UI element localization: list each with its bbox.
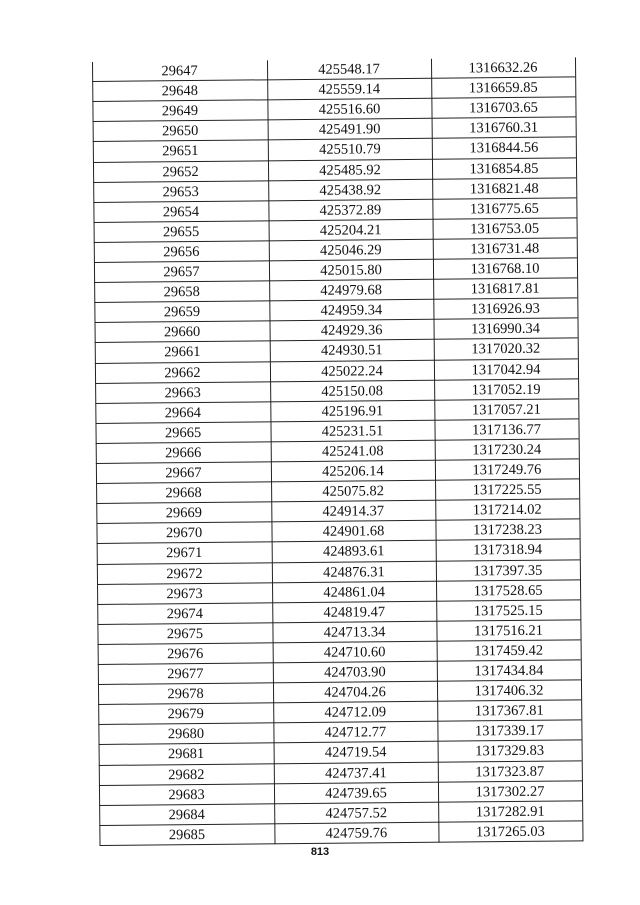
- y-coordinate-cell: 1316731.48: [470, 240, 540, 258]
- x-coordinate-cell: 425046.29: [319, 242, 382, 259]
- y-coordinate-cell: 1317042.94: [471, 361, 541, 378]
- point-id-cell: 29685: [168, 826, 206, 844]
- point-id-cell: 29673: [166, 585, 203, 602]
- y-coordinate-cell: 1316760.31: [469, 120, 539, 137]
- y-coordinate-cell: 1316844.56: [469, 140, 539, 157]
- y-coordinate-cell: 1317052.19: [471, 381, 541, 399]
- point-id-cell: 29667: [165, 465, 202, 482]
- x-coordinate-cell: 424719.54: [324, 744, 387, 762]
- x-coordinate-cell: 424757.52: [325, 804, 388, 822]
- y-coordinate-cell: 1317230.24: [472, 441, 542, 459]
- point-id-cell: 29656: [163, 243, 200, 261]
- point-id-cell: 29654: [162, 203, 200, 221]
- y-coordinate-cell: 1317434.84: [474, 662, 544, 680]
- table-row: [99, 821, 582, 846]
- point-id-cell: 29680: [167, 726, 205, 743]
- y-coordinate-cell: 1317265.03: [475, 823, 545, 841]
- y-coordinate-cell: 1317238.23: [473, 522, 543, 539]
- point-id-cell: 29671: [166, 545, 203, 562]
- point-id-cell: 29672: [166, 565, 203, 582]
- y-coordinate-cell: 1317225.55: [472, 481, 542, 499]
- y-coordinate-cell: 1317329.83: [475, 743, 545, 760]
- point-id-cell: 29650: [161, 123, 199, 140]
- y-coordinate-cell: 1317136.77: [472, 421, 542, 439]
- x-coordinate-cell: 425559.14: [318, 81, 381, 98]
- y-coordinate-cell: 1317516.21: [473, 622, 543, 640]
- x-coordinate-cell: 425150.08: [321, 382, 384, 400]
- x-coordinate-cell: 424710.60: [323, 644, 386, 661]
- x-coordinate-cell: 424712.77: [324, 724, 387, 742]
- point-id-cell: 29670: [165, 525, 203, 542]
- x-coordinate-cell: 424739.65: [325, 784, 387, 802]
- x-coordinate-cell: 424861.04: [323, 583, 385, 601]
- y-coordinate-cell: 1316753.05: [470, 220, 540, 238]
- point-id-cell: 29649: [161, 103, 199, 120]
- y-coordinate-cell: 1316926.93: [470, 300, 540, 318]
- y-coordinate-cell: 1316854.85: [469, 160, 539, 177]
- point-id-cell: 29674: [166, 605, 204, 623]
- x-coordinate-cell: 425204.21: [319, 222, 382, 239]
- x-coordinate-cell: 424901.68: [322, 523, 385, 541]
- x-coordinate-cell: 425548.17: [318, 61, 380, 78]
- x-coordinate-cell: 424713.34: [323, 624, 386, 641]
- x-coordinate-cell: 425510.79: [318, 141, 381, 159]
- x-coordinate-cell: 425485.92: [319, 161, 381, 179]
- x-coordinate-cell: 424876.31: [323, 563, 385, 581]
- point-id-cell: 29681: [167, 746, 205, 763]
- point-id-cell: 29675: [166, 625, 204, 643]
- x-coordinate-cell: 424712.09: [324, 704, 387, 722]
- point-id-cell: 29665: [164, 424, 202, 442]
- y-coordinate-cell: 1317318.94: [473, 542, 543, 559]
- x-coordinate-cell: 425516.60: [318, 101, 381, 119]
- point-id-cell: 29657: [163, 263, 200, 281]
- y-coordinate-cell: 1316775.65: [469, 200, 539, 218]
- point-id-cell: 29651: [162, 143, 199, 160]
- x-coordinate-cell: 424704.26: [324, 684, 386, 701]
- y-coordinate-cell: 1317397.35: [473, 562, 543, 579]
- point-id-cell: 29682: [168, 766, 205, 783]
- y-coordinate-cell: 1316659.85: [468, 79, 538, 97]
- point-id-cell: 29679: [167, 706, 204, 723]
- point-id-cell: 29678: [167, 686, 204, 703]
- y-coordinate-cell: 1317057.21: [471, 401, 541, 419]
- y-coordinate-cell: 1316817.81: [470, 280, 540, 298]
- y-coordinate-cell: 1317302.27: [475, 783, 545, 801]
- x-coordinate-cell: 425438.92: [319, 181, 382, 199]
- x-coordinate-cell: 425075.82: [322, 483, 385, 500]
- point-id-cell: 29666: [165, 444, 202, 462]
- point-id-cell: 29663: [164, 384, 201, 401]
- x-coordinate-cell: 425241.08: [321, 443, 384, 460]
- x-coordinate-cell: 424979.68: [320, 282, 383, 299]
- x-coordinate-cell: 424914.37: [322, 503, 385, 521]
- x-coordinate-cell: 425206.14: [322, 463, 384, 480]
- y-coordinate-cell: 1317525.15: [473, 602, 543, 620]
- x-coordinate-cell: 425491.90: [318, 121, 381, 139]
- x-coordinate-cell: 424737.41: [324, 764, 387, 782]
- y-coordinate-cell: 1316632.26: [468, 59, 538, 77]
- point-id-cell: 29677: [167, 666, 204, 683]
- x-coordinate-cell: 425015.80: [320, 262, 382, 279]
- point-id-cell: 29661: [164, 344, 201, 361]
- y-coordinate-cell: 1316990.34: [471, 321, 541, 338]
- y-coordinate-cell: 1317282.91: [475, 803, 545, 821]
- x-coordinate-cell: 424759.76: [325, 825, 388, 842]
- point-id-cell: 29659: [163, 304, 201, 321]
- y-coordinate-cell: 1316768.10: [470, 260, 540, 278]
- point-id-cell: 29684: [168, 806, 205, 824]
- y-coordinate-cell: 1317020.32: [471, 341, 541, 358]
- x-coordinate-cell: 425022.24: [321, 362, 383, 380]
- point-id-cell: 29652: [162, 163, 199, 180]
- y-coordinate-cell: 1317249.76: [472, 461, 542, 479]
- y-coordinate-cell: 1317367.81: [474, 702, 544, 720]
- point-id-cell: 29653: [162, 183, 199, 200]
- y-coordinate-cell: 1317214.02: [472, 501, 542, 519]
- point-id-cell: 29676: [166, 645, 204, 663]
- x-coordinate-cell: 425231.51: [321, 423, 384, 440]
- y-coordinate-cell: 1317323.87: [475, 763, 545, 780]
- x-coordinate-cell: 425372.89: [319, 201, 382, 219]
- x-coordinate-cell: 424819.47: [323, 603, 386, 621]
- page-number: 813: [310, 846, 330, 858]
- x-coordinate-cell: 424959.34: [320, 302, 383, 320]
- point-id-cell: 29683: [168, 786, 205, 803]
- point-id-cell: 29647: [161, 62, 198, 80]
- point-id-cell: 29648: [161, 83, 198, 100]
- point-id-cell: 29668: [165, 485, 202, 502]
- point-id-cell: 29662: [164, 364, 201, 381]
- x-coordinate-cell: 424929.36: [320, 322, 383, 340]
- point-id-cell: 29664: [164, 404, 202, 422]
- x-coordinate-cell: 425196.91: [321, 402, 384, 420]
- y-coordinate-cell: 1317459.42: [474, 642, 544, 660]
- x-coordinate-cell: 424703.90: [323, 664, 386, 681]
- y-coordinate-cell: 1317339.17: [474, 723, 544, 740]
- point-id-cell: 29669: [165, 505, 203, 522]
- coordinate-table: [92, 57, 583, 846]
- point-id-cell: 29655: [162, 223, 200, 241]
- y-coordinate-cell: 1316821.48: [469, 180, 539, 197]
- y-coordinate-cell: 1317406.32: [474, 682, 544, 700]
- y-coordinate-cell: 1316703.65: [468, 99, 538, 117]
- y-coordinate-cell: 1317528.65: [473, 582, 543, 600]
- point-id-cell: 29660: [163, 324, 201, 341]
- x-coordinate-cell: 424893.61: [322, 543, 385, 561]
- point-id-cell: 29658: [163, 284, 200, 301]
- x-coordinate-cell: 424930.51: [320, 342, 383, 360]
